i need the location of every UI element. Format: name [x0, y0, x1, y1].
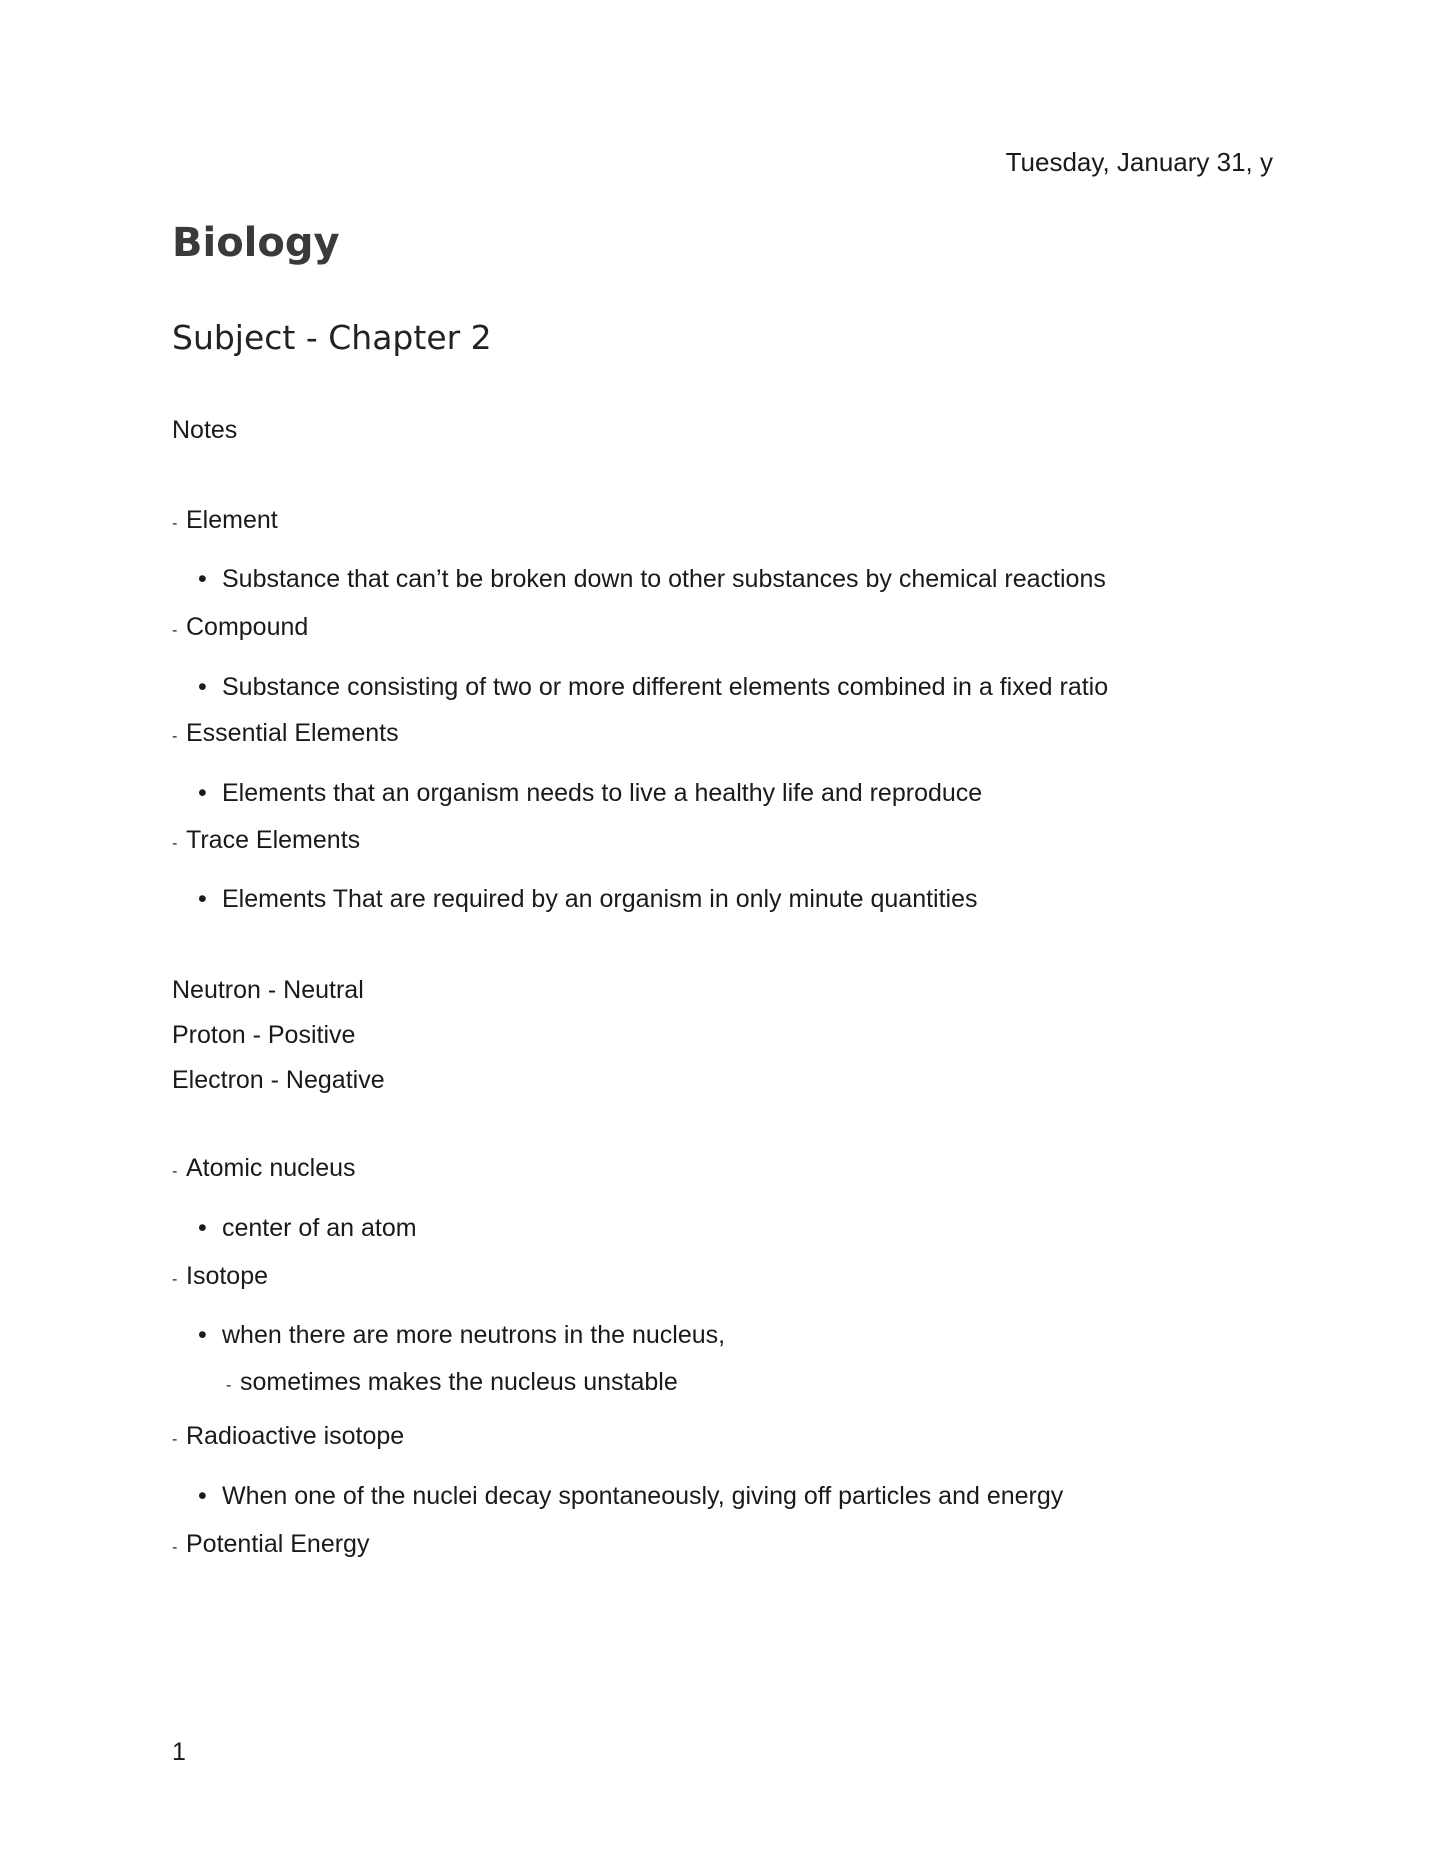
particle-line: Neutron - Neutral [172, 976, 364, 1004]
notes-label: Notes [172, 416, 238, 444]
list-item [198, 1320, 725, 1350]
term-label: Isotope [186, 1262, 269, 1290]
term-label: Element [186, 506, 278, 534]
page-subtitle: Subject - Chapter 2 [172, 318, 492, 357]
term-label: Potential Energy [186, 1530, 370, 1558]
term-label: Atomic nucleus [186, 1154, 356, 1182]
dash-marker: - [172, 1163, 178, 1180]
bullet-marker: • [198, 1321, 207, 1349]
bullet-marker: • [198, 779, 207, 807]
list-item [198, 1213, 417, 1243]
term-label: Radioactive isotope [186, 1422, 405, 1450]
definition-text: Substance that can’t be broken down to other substances by chemical reactions [222, 565, 1106, 593]
bullet-marker: • [198, 1482, 207, 1510]
definition-text: center of an atom [222, 1214, 417, 1242]
dash-marker: - [172, 835, 178, 852]
term-label: Compound [186, 613, 309, 641]
list-item [226, 1367, 678, 1401]
list-item [198, 1481, 1063, 1511]
particle-line: Electron - Negative [172, 1066, 385, 1094]
definition-text: Elements That are required by an organism in only minute quantities [222, 885, 978, 913]
list-item [198, 884, 978, 914]
dash-marker: - [172, 622, 178, 639]
definition-text: Elements that an organism needs to live a healthy life and reproduce [222, 779, 983, 807]
list-item [198, 778, 982, 808]
bullet-marker: • [198, 673, 207, 701]
list-item [172, 718, 399, 752]
sub-definition-text: sometimes makes the nucleus unstable [240, 1368, 678, 1396]
dash-marker: - [172, 1271, 178, 1288]
list-item [172, 505, 278, 539]
dash-marker: - [172, 515, 178, 532]
dash-marker: - [172, 1539, 178, 1556]
list-item [172, 1153, 356, 1187]
list-item [172, 825, 360, 859]
list-item [172, 612, 308, 646]
list-item [198, 672, 1108, 702]
dash-marker: - [172, 728, 178, 745]
list-item [172, 1261, 268, 1295]
bullet-marker: • [198, 885, 207, 913]
particle-line: Proton - Positive [172, 1021, 356, 1049]
list-item [172, 1421, 404, 1455]
term-label: Essential Elements [186, 719, 399, 747]
definition-text: Substance consisting of two or more different elements combined in a fixed ratio [222, 673, 1109, 701]
bullet-marker: • [198, 1214, 207, 1242]
dash-marker: - [226, 1377, 232, 1394]
definition-text: When one of the nuclei decay spontaneously, giving off particles and energy [222, 1482, 1064, 1510]
list-item [198, 564, 1106, 594]
bullet-marker: • [198, 565, 207, 593]
date-header: Tuesday, January 31, y [1005, 147, 1273, 177]
page-number: 1 [172, 1738, 186, 1766]
page-title: Biology [172, 220, 340, 266]
definition-text: when there are more neutrons in the nucleus, [222, 1321, 726, 1349]
term-label: Trace Elements [186, 826, 361, 854]
list-item [172, 1529, 369, 1563]
dash-marker: - [172, 1431, 178, 1448]
